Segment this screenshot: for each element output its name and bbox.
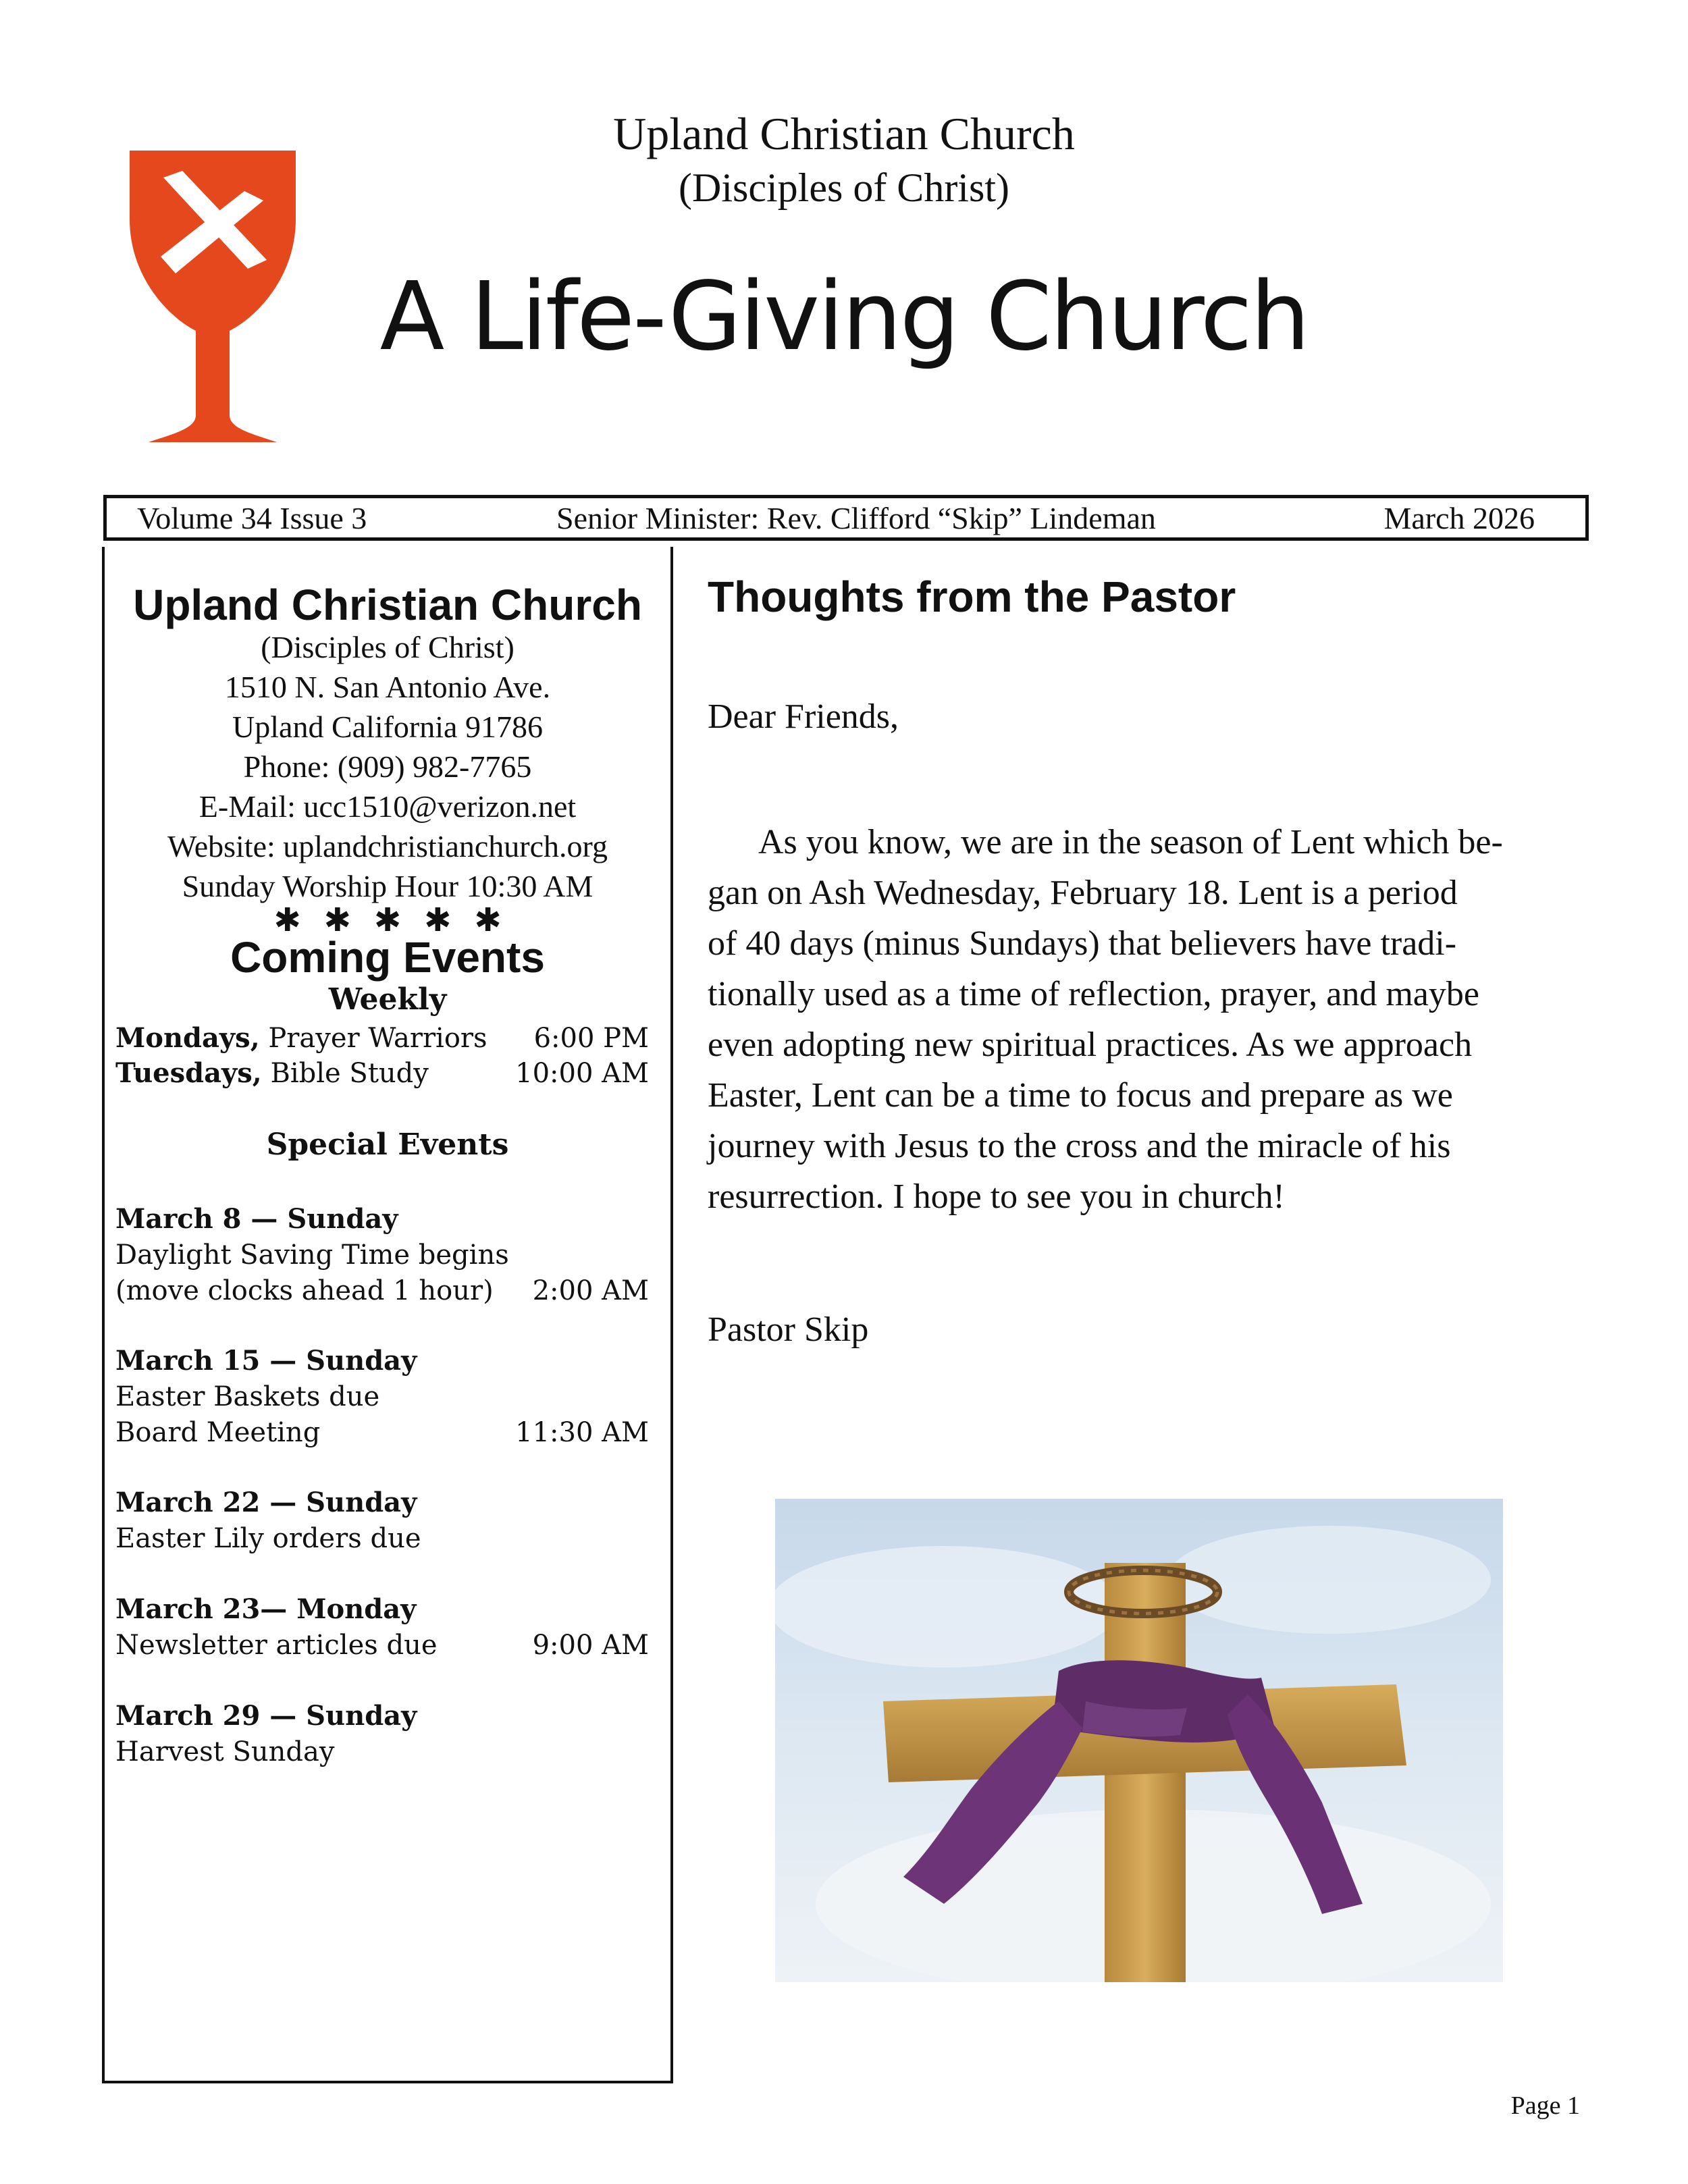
event-day: Tuesdays, xyxy=(115,1057,262,1089)
body-line: gan on Ash Wednesday, February 18. Lent is a period xyxy=(708,874,1458,912)
list-item: Board Meeting 11:30 AM xyxy=(115,1415,649,1450)
sidebar-email: E-Mail: ucc1510@verizon.net xyxy=(199,789,577,824)
event-day: Mondays, xyxy=(115,1022,260,1054)
event-time: 2:00 AM xyxy=(532,1275,649,1306)
list-item: Daylight Saving Time begins xyxy=(115,1240,509,1271)
article-greeting: Dear Friends, xyxy=(708,697,899,736)
sidebar-box xyxy=(102,547,673,2083)
page-number: Page 1 xyxy=(1510,2092,1580,2120)
article-signature: Pastor Skip xyxy=(708,1310,869,1349)
list-item: Easter Baskets due xyxy=(115,1381,380,1412)
list-item xyxy=(115,1056,649,1091)
event-date: March 23— Monday xyxy=(115,1593,417,1625)
event-name: Prayer Warriors xyxy=(268,1023,487,1054)
sidebar-address: 1510 N. San Antonio Ave. xyxy=(224,670,551,704)
weekly-heading: Weekly xyxy=(328,982,447,1017)
event-date: March 22 — Sunday xyxy=(115,1487,417,1518)
event-time: 9:00 AM xyxy=(532,1630,649,1661)
body-line: even adopting new spiritual practices. As we approach xyxy=(708,1026,1473,1064)
event-date: March 29 — Sunday xyxy=(115,1700,417,1732)
sidebar-phone: Phone: (909) 982-7765 xyxy=(243,749,532,784)
list-item: Easter Lily orders due xyxy=(115,1523,421,1554)
body-line: resurrection. I hope to see you in church! xyxy=(708,1177,1285,1216)
cross-with-purple-cloth-photo xyxy=(775,1499,1503,1982)
event-name: Bible Study xyxy=(270,1058,429,1089)
body-line: Easter, Lent can be a time to focus and prepare as we xyxy=(708,1076,1453,1115)
list-item xyxy=(115,1021,649,1056)
sidebar-denomination: (Disciples of Christ) xyxy=(261,630,515,664)
body-line: journey with Jesus to the cross and the miracle of his xyxy=(708,1127,1451,1165)
body-line: of 40 days (minus Sundays) that believers have tradi- xyxy=(708,924,1457,963)
article-title: Thoughts from the Pastor xyxy=(708,572,1236,621)
sidebar-city: Upland California 91786 xyxy=(232,710,543,744)
body-line: As you know, we are in the season of Lent which be- xyxy=(758,823,1503,861)
article-body xyxy=(708,817,1592,1222)
issue-volume: Volume 34 Issue 3 xyxy=(137,501,367,535)
issue-info-bar xyxy=(103,495,1589,541)
event-date: March 8 — Sunday xyxy=(115,1203,398,1235)
list-item: Newsletter articles due 9:00 AM xyxy=(115,1628,649,1663)
sidebar-worship-hour: Sunday Worship Hour 10:30 AM xyxy=(182,869,594,903)
sidebar-website: Website: uplandchristianchurch.org xyxy=(167,829,608,863)
masthead-title: A Life-Giving Church xyxy=(379,262,1309,372)
event-time: 6:00 PM xyxy=(533,1023,649,1054)
special-events-heading: Special Events xyxy=(266,1127,509,1162)
chalice-cross-logo-icon xyxy=(128,145,297,446)
coming-events-heading: Coming Events xyxy=(230,933,545,982)
sidebar-title: Upland Christian Church xyxy=(133,581,642,629)
church-denomination: (Disciples of Christ) xyxy=(679,165,1009,210)
senior-minister: Senior Minister: Rev. Clifford “Skip” Lindeman xyxy=(556,501,1156,535)
list-item: (move clocks ahead 1 hour) 2:00 AM xyxy=(115,1273,649,1308)
event-time: 11:30 AM xyxy=(515,1417,649,1448)
event-date: March 15 — Sunday xyxy=(115,1345,417,1377)
list-item: Harvest Sunday xyxy=(115,1736,335,1767)
church-name: Upland Christian Church xyxy=(613,108,1075,159)
star-divider: ✱✱✱✱✱ xyxy=(273,901,525,939)
body-line: tionally used as a time of reflection, prayer, and maybe xyxy=(708,975,1479,1013)
issue-date: March 2026 xyxy=(1383,501,1535,535)
event-time: 10:00 AM xyxy=(515,1058,649,1089)
